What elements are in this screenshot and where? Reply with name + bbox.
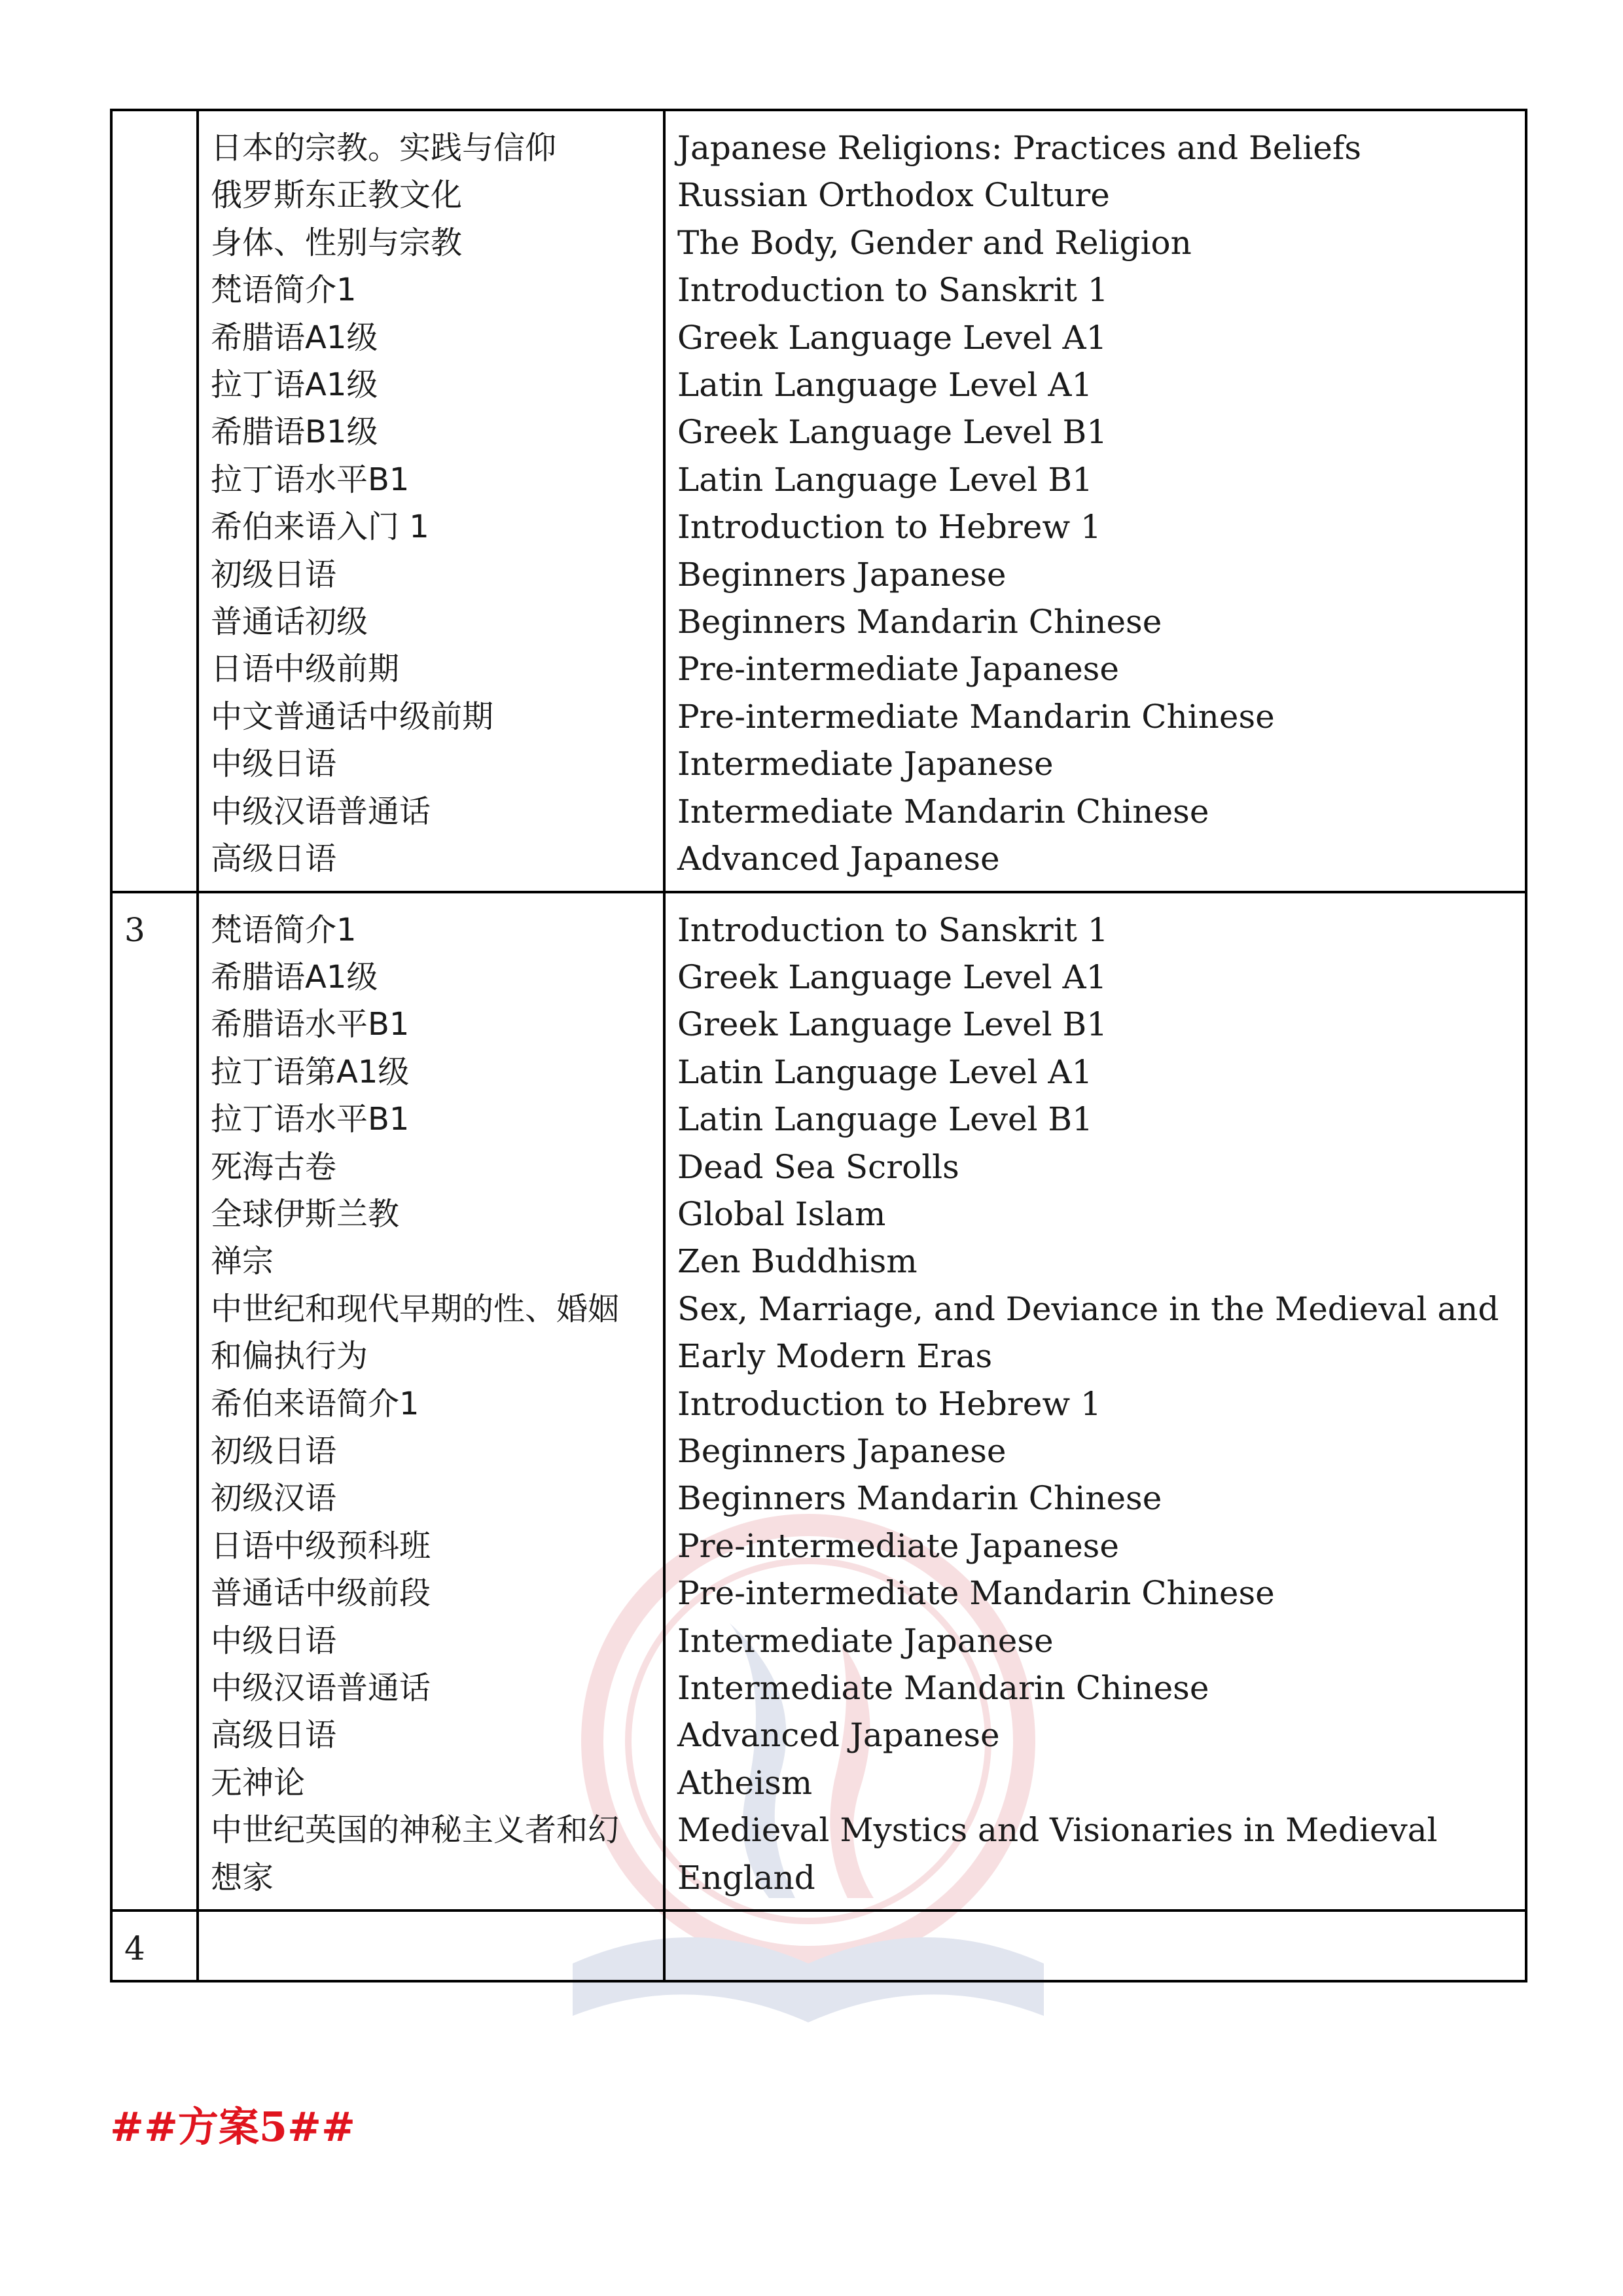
chinese-course-name: 希腊语B1级 bbox=[211, 414, 378, 451]
english-course-name: Pre-intermediate Mandarin Chinese bbox=[677, 697, 1275, 736]
english-course-name: Pre-intermediate Mandarin Chinese bbox=[677, 1574, 1275, 1613]
chinese-course-name: 初级汉语 bbox=[211, 1480, 337, 1517]
row-number-cell bbox=[111, 110, 198, 892]
english-course-name: Introduction to Sanskrit 1 bbox=[677, 271, 1109, 310]
chinese-course-name: 中级日语 bbox=[211, 1622, 337, 1659]
english-course-name: Intermediate Japanese bbox=[677, 745, 1054, 783]
chinese-course-name: 俄罗斯东正教文化 bbox=[211, 177, 463, 214]
chinese-course-name: 梵语简介1 bbox=[211, 272, 357, 309]
english-course-name: Russian Orthodox Culture bbox=[677, 176, 1110, 215]
english-course-name: Latin Language Level A1 bbox=[677, 366, 1093, 404]
english-course-name: Greek Language Level A1 bbox=[677, 318, 1107, 357]
english-course-name: Pre-intermediate Japanese bbox=[677, 650, 1119, 689]
english-course-name: Pre-intermediate Japanese bbox=[677, 1526, 1119, 1565]
english-course-name: Introduction to Hebrew 1 bbox=[677, 508, 1101, 547]
chinese-course-name: 拉丁语第A1级 bbox=[211, 1053, 410, 1090]
chinese-course-name: 想家 bbox=[211, 1859, 274, 1896]
chinese-course-name: 初级日语 bbox=[211, 1432, 337, 1469]
chinese-course-name: 日语中级预科班 bbox=[211, 1527, 431, 1564]
chinese-course-name: 中文普通话中级前期 bbox=[211, 698, 494, 735]
english-course-name: Intermediate Mandarin Chinese bbox=[677, 1669, 1209, 1707]
english-course-cell bbox=[664, 110, 1526, 892]
chinese-course-name: 无神论 bbox=[211, 1764, 306, 1801]
chinese-course-name: 希腊语水平B1 bbox=[211, 1006, 410, 1043]
english-course-name: Japanese Religions: Practices and Beliefs bbox=[677, 129, 1362, 167]
english-course-name: Introduction to Sanskrit 1 bbox=[677, 910, 1109, 949]
english-course-cell bbox=[664, 892, 1526, 1911]
row-number-cell: 4 bbox=[111, 1910, 198, 1981]
table-row bbox=[111, 110, 1526, 892]
table-row bbox=[111, 892, 1526, 1911]
english-course-name: Early Modern Eras bbox=[677, 1337, 993, 1376]
chinese-course-name: 日本的宗教。实践与信仰 bbox=[211, 130, 557, 166]
chinese-course-cell bbox=[198, 110, 664, 892]
english-course-name: Advanced Japanese bbox=[677, 1716, 1000, 1755]
row-number-cell: 3 bbox=[111, 892, 198, 1911]
plan-heading: ##方案5## bbox=[110, 2103, 355, 2151]
chinese-course-name: 中级汉语普通话 bbox=[211, 793, 431, 830]
chinese-course-name: 中世纪英国的神秘主义者和幻 bbox=[211, 1812, 620, 1849]
chinese-course-name: 普通话初级 bbox=[211, 603, 368, 641]
english-course-name: Introduction to Hebrew 1 bbox=[677, 1384, 1101, 1423]
english-course-name: Latin Language Level B1 bbox=[677, 1100, 1093, 1139]
english-course-name: Beginners Japanese bbox=[677, 1431, 1007, 1470]
chinese-course-name: 死海古卷 bbox=[211, 1148, 337, 1185]
chinese-course-cell bbox=[198, 1910, 664, 1981]
chinese-course-name: 希伯来语简介1 bbox=[211, 1385, 419, 1422]
english-course-name: Latin Language Level B1 bbox=[677, 460, 1093, 499]
english-course-name: Greek Language Level B1 bbox=[677, 1005, 1108, 1044]
english-course-name: Zen Buddhism bbox=[677, 1242, 918, 1281]
chinese-course-name: 和偏执行为 bbox=[211, 1338, 368, 1375]
chinese-course-name: 梵语简介1 bbox=[211, 911, 357, 948]
chinese-course-name: 中级日语 bbox=[211, 745, 337, 783]
english-course-name: Atheism bbox=[677, 1763, 813, 1802]
english-course-name: Dead Sea Scrolls bbox=[677, 1147, 959, 1186]
chinese-course-name: 禅宗 bbox=[211, 1243, 274, 1280]
english-course-name: Advanced Japanese bbox=[677, 840, 1000, 878]
english-course-name: Intermediate Mandarin Chinese bbox=[677, 792, 1209, 831]
chinese-course-name: 希腊语A1级 bbox=[211, 319, 378, 356]
chinese-course-name: 日语中级前期 bbox=[211, 651, 400, 688]
chinese-course-name: 高级日语 bbox=[211, 840, 337, 878]
english-course-name: Intermediate Japanese bbox=[677, 1621, 1054, 1660]
english-course-name: Beginners Mandarin Chinese bbox=[677, 603, 1162, 641]
course-table bbox=[110, 109, 1527, 1982]
chinese-course-name: 普通话中级前段 bbox=[211, 1575, 431, 1612]
chinese-course-name: 拉丁语水平B1 bbox=[211, 461, 410, 498]
english-course-cell bbox=[664, 1910, 1526, 1981]
table-row bbox=[111, 1910, 1526, 1981]
chinese-course-name: 拉丁语A1级 bbox=[211, 367, 378, 404]
chinese-course-name: 中世纪和现代早期的性、婚姻 bbox=[211, 1290, 620, 1327]
chinese-course-name: 初级日语 bbox=[211, 556, 337, 593]
english-course-name: The Body, Gender and Religion bbox=[677, 223, 1192, 262]
chinese-course-cell bbox=[198, 892, 664, 1911]
chinese-course-name: 希腊语A1级 bbox=[211, 958, 378, 996]
english-course-name: Latin Language Level A1 bbox=[677, 1052, 1093, 1091]
english-course-name: Beginners Japanese bbox=[677, 555, 1007, 594]
chinese-course-name: 希伯来语入门 1 bbox=[211, 509, 429, 546]
english-course-name: England bbox=[677, 1858, 815, 1897]
english-course-name: Greek Language Level B1 bbox=[677, 413, 1108, 452]
chinese-course-name: 中级汉语普通话 bbox=[211, 1670, 431, 1706]
chinese-course-name: 身体、性别与宗教 bbox=[211, 224, 463, 261]
chinese-course-name: 高级日语 bbox=[211, 1717, 337, 1754]
english-course-name: Global Islam bbox=[677, 1194, 886, 1233]
english-course-name: Sex, Marriage, and Deviance in the Medieval and bbox=[677, 1289, 1499, 1328]
english-course-name: Beginners Mandarin Chinese bbox=[677, 1479, 1162, 1518]
chinese-course-name: 全球伊斯兰教 bbox=[211, 1195, 400, 1232]
english-course-name: Greek Language Level A1 bbox=[677, 958, 1107, 996]
chinese-course-name: 拉丁语水平B1 bbox=[211, 1101, 410, 1138]
english-course-name: Medieval Mystics and Visionaries in Medieval bbox=[677, 1811, 1438, 1850]
